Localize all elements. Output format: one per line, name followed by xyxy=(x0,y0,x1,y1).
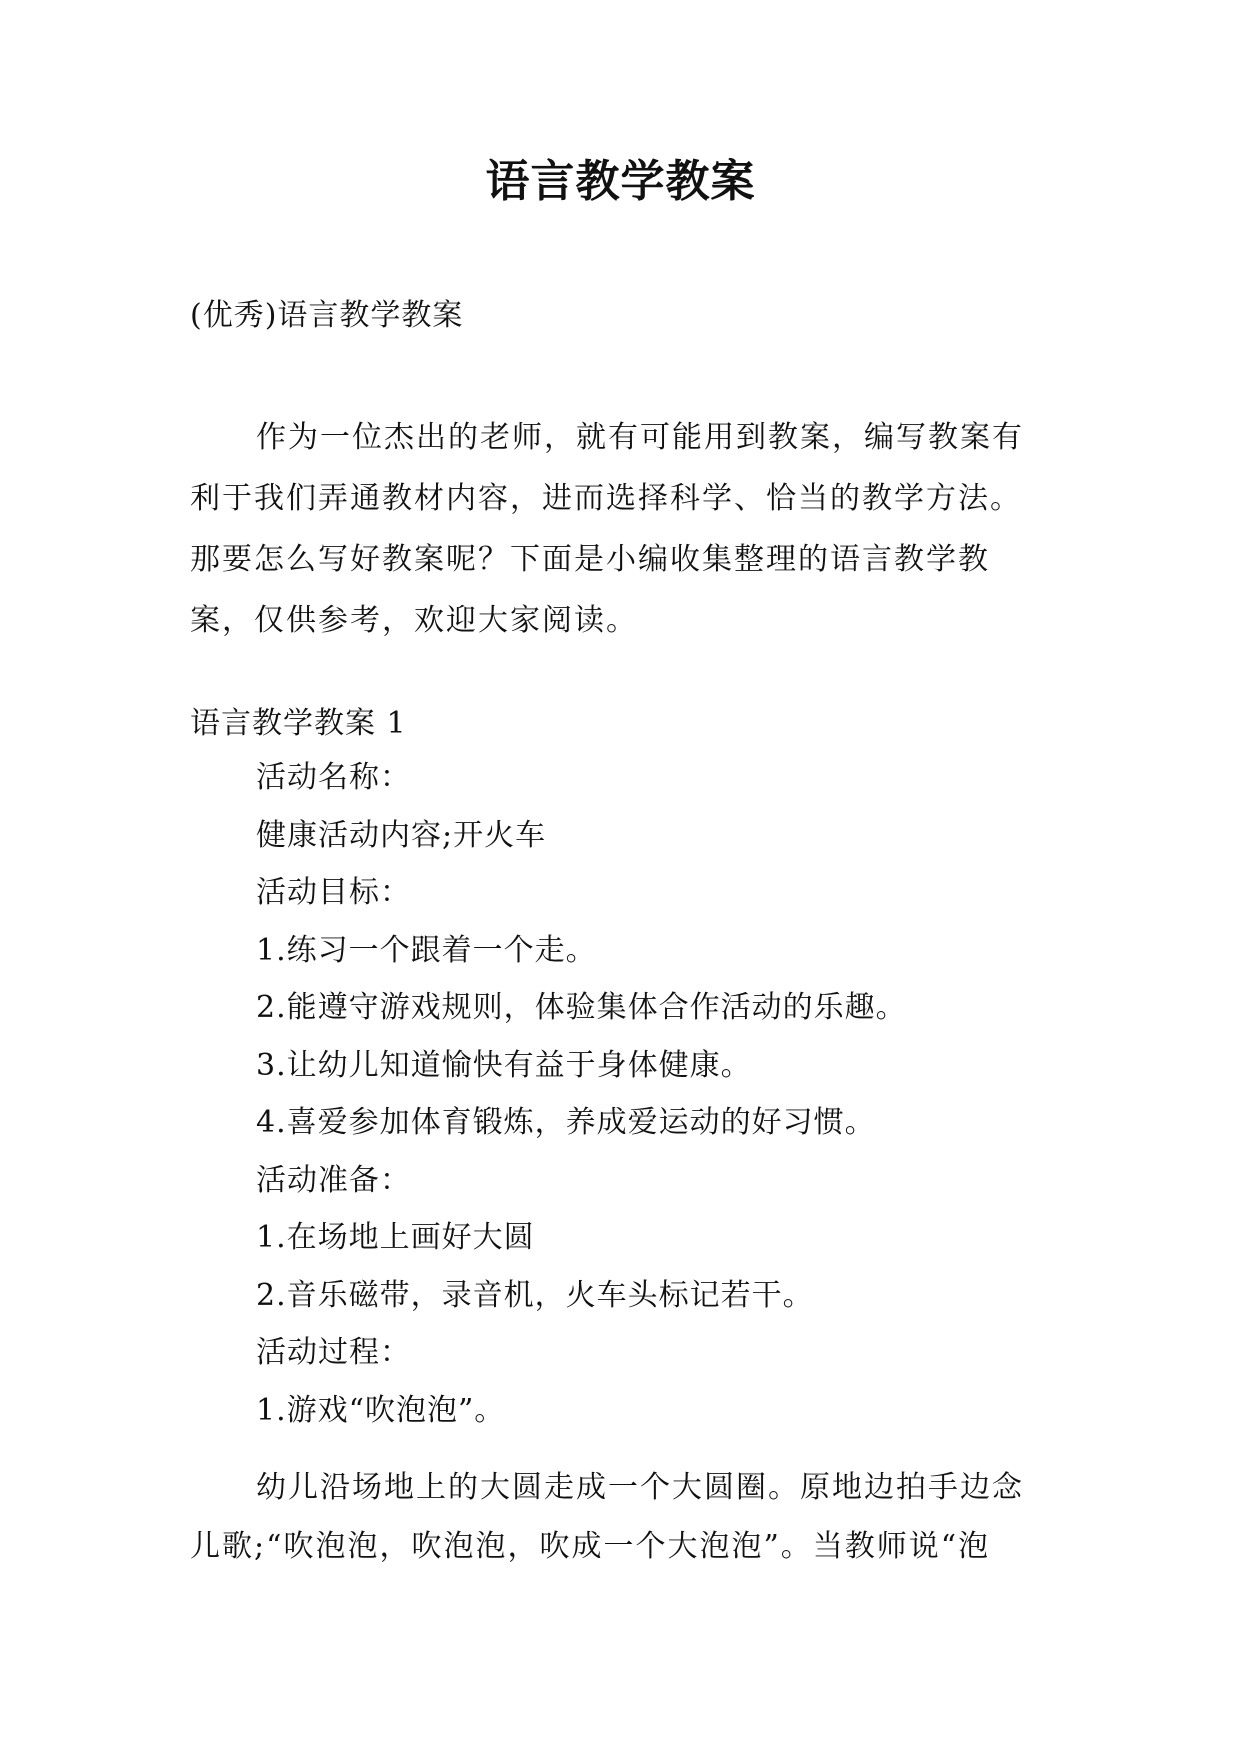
intro-line: 作为一位杰出的老师，就有可能用到教案，编写教案有 xyxy=(256,420,1024,455)
lesson-plan-list xyxy=(190,756,1070,1446)
document-title: 语言教学教案 xyxy=(485,156,756,207)
document-subtitle: (优秀)语言教学教案 xyxy=(190,298,464,333)
list-item: 4.喜爱参加体育锻炼，养成爱运动的好习惯。 xyxy=(256,1105,876,1140)
list-item: 活动准备： xyxy=(256,1162,411,1198)
list-item: 2.能遵守游戏规则，体验集体合作活动的乐趣。 xyxy=(256,990,907,1025)
list-item: 3.让幼儿知道愉快有益于身体健康。 xyxy=(256,1047,752,1083)
paragraph-line: 儿歌;“吹泡泡，吹泡泡，吹成一个大泡泡”。当教师说“泡 xyxy=(190,1529,991,1564)
list-item: 活动过程： xyxy=(256,1335,411,1370)
body-paragraph xyxy=(190,1458,1070,1576)
list-item: 活动目标： xyxy=(256,875,411,910)
intro-paragraph xyxy=(190,407,1070,651)
section-heading: 语言教学教案 1 xyxy=(190,706,407,741)
list-item: 2.音乐磁带，录音机，火车头标记若干。 xyxy=(256,1277,814,1313)
paragraph-line: 幼儿沿场地上的大圆走成一个大圆圈。原地边拍手边念 xyxy=(256,1470,1024,1505)
intro-line: 那要怎么写好教案呢？下面是小编收集整理的语言教学教 xyxy=(190,542,990,577)
intro-line: 利于我们弄通教材内容，进而选择科学、恰当的教学方法。 xyxy=(190,481,1022,516)
list-item: 1.在场地上画好大圆 xyxy=(256,1220,535,1255)
list-item: 1.练习一个跟着一个走。 xyxy=(256,932,597,968)
list-item: 活动名称： xyxy=(256,760,411,795)
list-item: 健康活动内容;开火车 xyxy=(256,817,547,853)
intro-line: 案，仅供参考，欢迎大家阅读。 xyxy=(190,603,638,638)
list-item: 1.游戏“吹泡泡”。 xyxy=(256,1392,506,1428)
